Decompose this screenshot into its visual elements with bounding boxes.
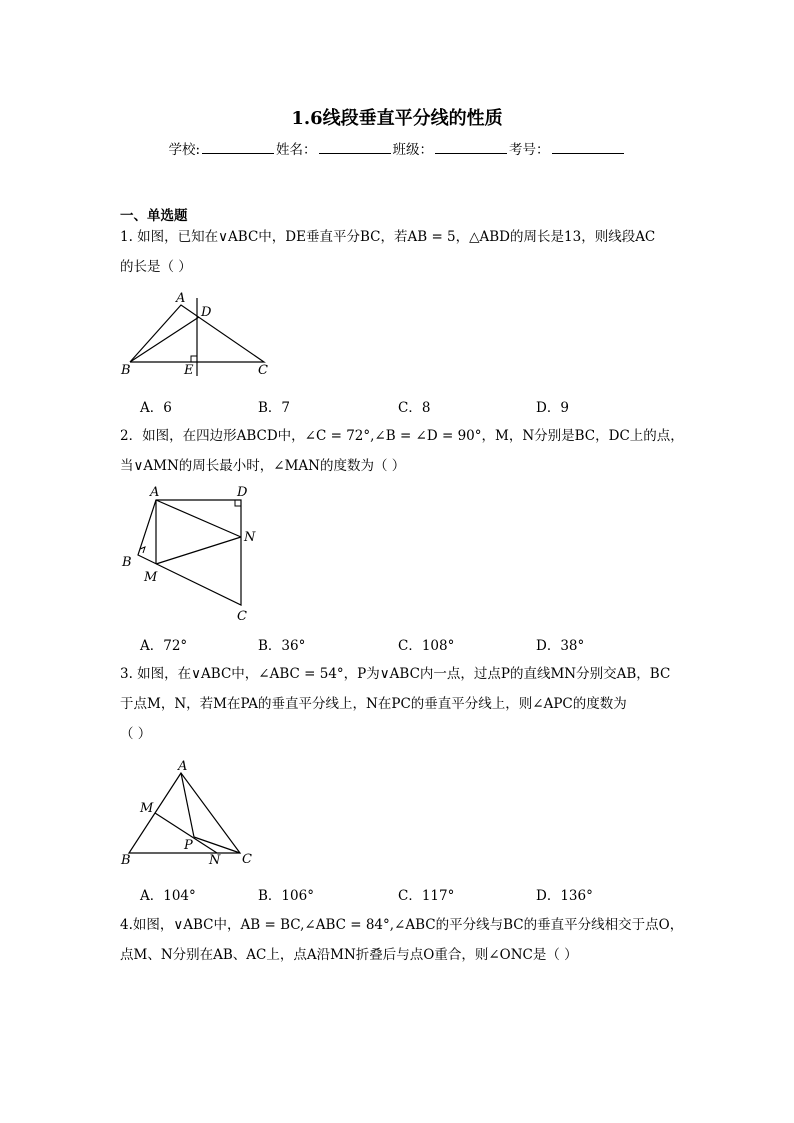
label-m: M (140, 801, 154, 816)
question-2-line-2: 当∨AMN的周长最小时，∠MAN的度数为（ ） (120, 458, 406, 474)
label-a: A (178, 759, 188, 774)
question-1-options (0, 396, 794, 414)
name-label: 姓名： (276, 142, 317, 158)
option-b[interactable]: B．7 (258, 400, 291, 416)
class-label: 班级： (392, 142, 434, 158)
question-4 (120, 910, 683, 970)
segment-an (156, 500, 241, 537)
school-label: 学校: (168, 142, 201, 158)
question-2 (120, 421, 684, 481)
question-2-options (0, 634, 794, 652)
label-d: D (237, 485, 248, 500)
option-a[interactable]: A．6 (140, 400, 172, 416)
exam-no-field[interactable] (552, 140, 624, 154)
option-b[interactable]: B．36° (258, 638, 306, 654)
label-e: E (184, 363, 194, 378)
quadrilateral-abcd (138, 500, 241, 605)
segment-mn (156, 537, 241, 564)
question-3-line-3: （ ） (120, 726, 152, 742)
question-4-line-2: 点M、N分别在AB、AC上，点A沿MN折叠后与点O重合，则∠ONC是（ ） (120, 947, 578, 963)
student-info-line (0, 138, 794, 158)
label-a: A (176, 291, 186, 306)
option-c[interactable]: C．117° (398, 888, 455, 904)
label-c: C (258, 363, 268, 378)
label-d: D (201, 305, 212, 320)
question-1-line-2: 的长是（ ） (120, 259, 192, 275)
question-3-line-1: 3. 如图，在∨ABC中，∠ABC = 54°，P为∨ABC内一点，过点P的直线MN分别交AB，BC (120, 666, 671, 682)
name-field[interactable] (319, 140, 391, 154)
label-a: A (150, 485, 160, 500)
question-2-line-1: 2．如图，在四边形ABCD中，∠C = 72°,∠B = ∠D = 90°，M，N分别是BC，DC上的点， (120, 428, 684, 444)
label-b: B (121, 853, 131, 868)
exam-no-label: 考号： (509, 142, 550, 158)
label-c: C (237, 609, 247, 624)
option-d[interactable]: D．38° (536, 638, 585, 654)
question-3-line-2: 于点M，N，若M在PA的垂直平分线上，N在PC的垂直平分线上，则∠APC的度数为 (120, 696, 627, 712)
option-d[interactable]: D．136° (536, 888, 593, 904)
segment-pc (194, 837, 240, 853)
option-a[interactable]: A．72° (140, 638, 188, 654)
label-b: B (122, 555, 132, 570)
figure-3 (118, 756, 268, 868)
option-d[interactable]: D．9 (536, 400, 569, 416)
figure-1 (118, 288, 278, 378)
label-b: B (121, 363, 131, 378)
question-1-line-1: 1. 如图，已知在∨ABC中，DE垂直平分BC，若AB = 5，△ABD的周长是13，则线段AC (120, 229, 656, 245)
section-heading: 一、单选题 (120, 208, 188, 224)
right-angle-d (235, 500, 241, 506)
figure-2 (118, 484, 268, 624)
question-1 (120, 222, 655, 282)
option-b[interactable]: B．106° (258, 888, 314, 904)
class-field[interactable] (435, 140, 507, 154)
question-4-line-1: 4.如图，∨ABC中，AB = BC,∠ABC = 84°,∠ABC的平分线与BC的垂直平分线相交于点O， (120, 917, 684, 933)
option-c[interactable]: C．8 (398, 400, 431, 416)
page-title: 1.6线段垂直平分线的性质 (291, 108, 503, 129)
option-c[interactable]: C．108° (398, 638, 455, 654)
right-angle-mark (191, 356, 197, 362)
option-a[interactable]: A．104° (140, 888, 196, 904)
question-3-options (0, 884, 794, 902)
label-n: N (209, 853, 221, 868)
label-p: P (184, 838, 193, 853)
label-c: C (242, 852, 252, 867)
question-3 (120, 659, 670, 749)
label-m: M (144, 570, 158, 585)
label-n: N (244, 530, 256, 545)
school-field[interactable] (202, 140, 274, 154)
